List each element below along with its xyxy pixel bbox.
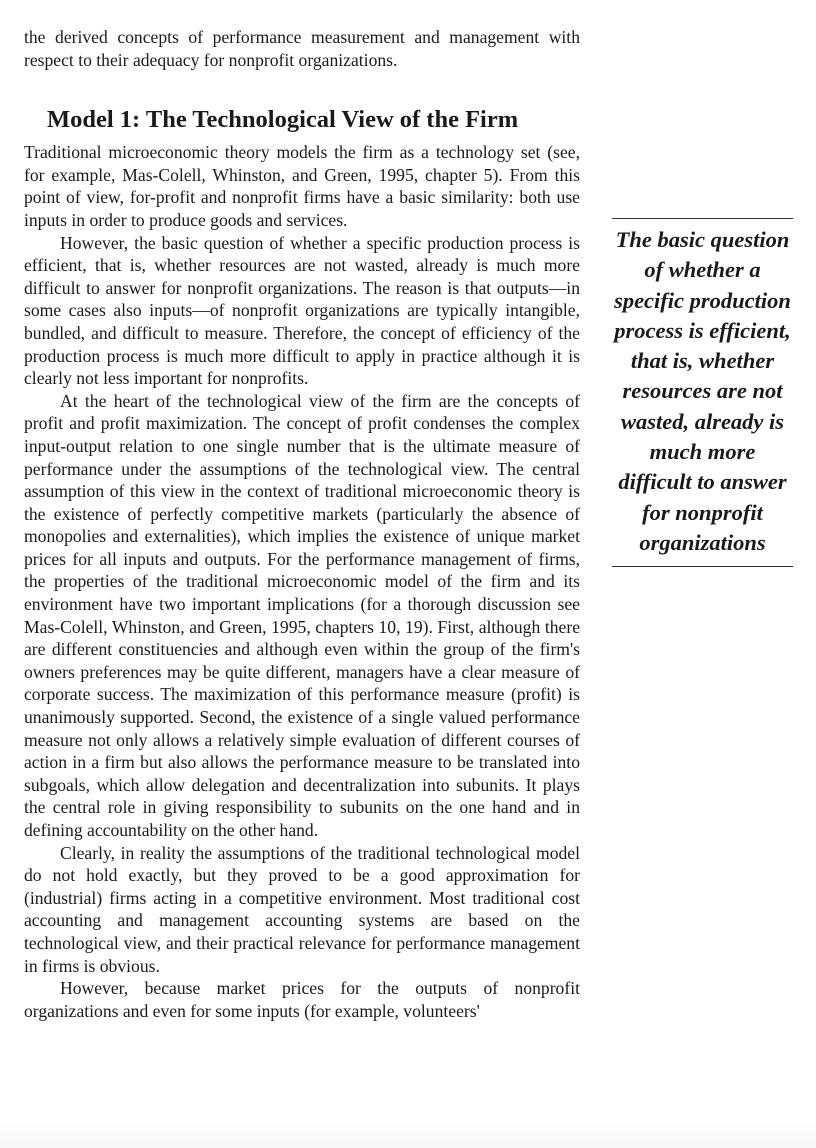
body-paragraph: Clearly, in reality the assumptions of the traditional technological model do not hold exactly, but they proved to be a good approximation for (industrial) firms acting in a competitive environment. Most traditional cost accounting and management accounting systems are based on the technological view, and their practical relevance for performance management in firms is obvious. <box>24 842 580 976</box>
body-paragraph: However, the basic question of whether a specific production process is efficient, that is, whether resources are not wasted, already is much more difficult to answer for nonprofit organizations. The reason is that outputs—in some cases also inputs—of nonprofit organizations are typically intangible, bundled, and difficult to measure. Therefore, the concept of efficiency of the production process is much more difficult to apply in practice although it is clearly not less important for nonprofits. <box>24 232 580 389</box>
body-paragraph: However, because market prices for the outputs of nonprofit organizations and even for some inputs (for example, volunteers' <box>24 978 580 1021</box>
page-bottom-shadow <box>0 1118 816 1148</box>
main-text-column <box>24 26 580 1022</box>
body-paragraph: At the heart of the technological view of the firm are the concepts of profit and profit maximization. The concept of profit condenses the complex input-output relation to one single number that is the ultimate measure of performance under the assumptions of the technological view. The central assumption of this view in the context of traditional microeconomic theory is the existence of perfectly competitive markets (particularly the absence of monopolies and externalities), which implies the existence of unique market prices for all inputs and outputs. For the performance management of firms, the properties of the traditional microeconomic model of the firm and its environment have two important implications (for a thorough discussion see Mas-Colell, Whinston, and Green, 1995, chapters 10, 19). First, although there are different constituencies and although even within the group of the firm's owners preferences may be quite different, managers have a clear measure of corporate success. The maximization of this performance measure (profit) is unanimously supported. Second, the existence of a single valued performance measure not only allows a relatively simple evaluation of different courses of action in a firm but also allows the performance measure to be translated into subgoals, which allow delegation and decentralization into subunits. It plays the central role in giving responsibility to subunits on the one hand and in defining accountability on the other hand. <box>24 390 580 840</box>
body-paragraph: Traditional microeconomic theory models the firm as a technology set (see, for example, Mas-Colell, Whinston, and Green, 1995, chapter 5). From this point of view, for-profit and nonprofit firms have a basic similarity: both use inputs in order to produce goods and services. <box>24 142 580 230</box>
lead-paragraph: the derived concepts of performance measurement and management with respect to their adequacy for nonprofit organizations. <box>24 27 580 70</box>
pull-quote <box>612 218 793 567</box>
pull-quote-text: The basic question of whether a specific production process is efficient, that is, whether resources are not wasted, already is much more difficult to answer for nonprofit organizations <box>614 227 791 555</box>
section-heading: Model 1: The Technological View of the Firm <box>47 106 519 134</box>
